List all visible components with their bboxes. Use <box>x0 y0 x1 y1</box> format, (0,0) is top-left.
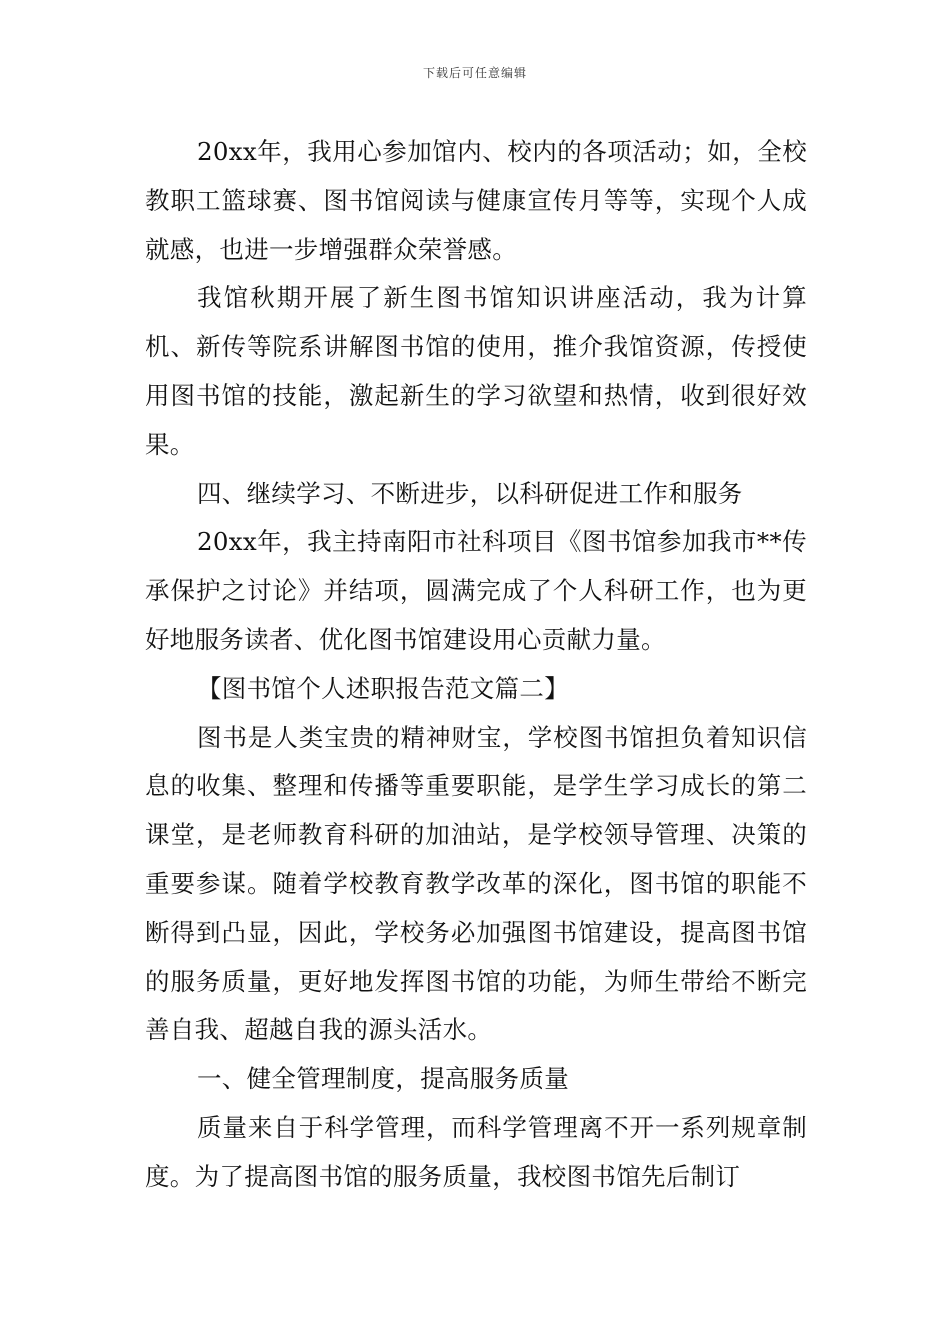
report-title-part-two: 【图书馆个人述职报告范文篇二】 <box>197 673 569 703</box>
paragraph-activities: 20xx年，我用心参加馆内、校内的各项活动；如，全校教职工篮球赛、图书馆阅读与健康宣传月等等，实现个人成就感，也进一步增强群众荣誉感。 <box>145 137 807 264</box>
paragraph-library-role: 图书是人类宝贵的精神财宝，学校图书馆担负着知识信息的收集、整理和传播等重要职能，是学生学习成长的第二课堂，是老师教育科研的加油站，是学校领导管理、决策的重要参谋。随着学校教育教学改革的深化，图书馆的职能不断得到凸显，因此，学校务必加强图书馆建设，提高图书馆的服务质量，更好地发挥图书馆的功能，为师生带给不断完善自我、超越自我的源头活水。 <box>145 722 807 1045</box>
document-body <box>145 128 807 1202</box>
paragraph-lecture: 我馆秋期开展了新生图书馆知识讲座活动，我为计算机、新传等院系讲解图书馆的使用，推介我馆资源，传授使用图书馆的技能，激起新生的学习欲望和热情，收到很好效果。 <box>145 283 807 459</box>
page-header: 下载后可任意编辑 <box>422 66 527 80</box>
paragraph-research-project: 20xx年，我主持南阳市社科项目《图书馆参加我市**传承保护之讨论》并结项，圆满完成了个人科研工作，也为更好地服务读者、优化图书馆建设用心贡献力量。 <box>145 527 807 654</box>
paragraph-quality-management: 质量来自于科学管理，而科学管理离不开一系列规章制度。为了提高图书馆的服务质量，我校图书馆先后制订 <box>145 1112 807 1191</box>
section-heading-research: 四、继续学习、不断进步，以科研促进工作和服务 <box>197 478 743 508</box>
section-heading-management: 一、健全管理制度，提高服务质量 <box>197 1064 569 1094</box>
